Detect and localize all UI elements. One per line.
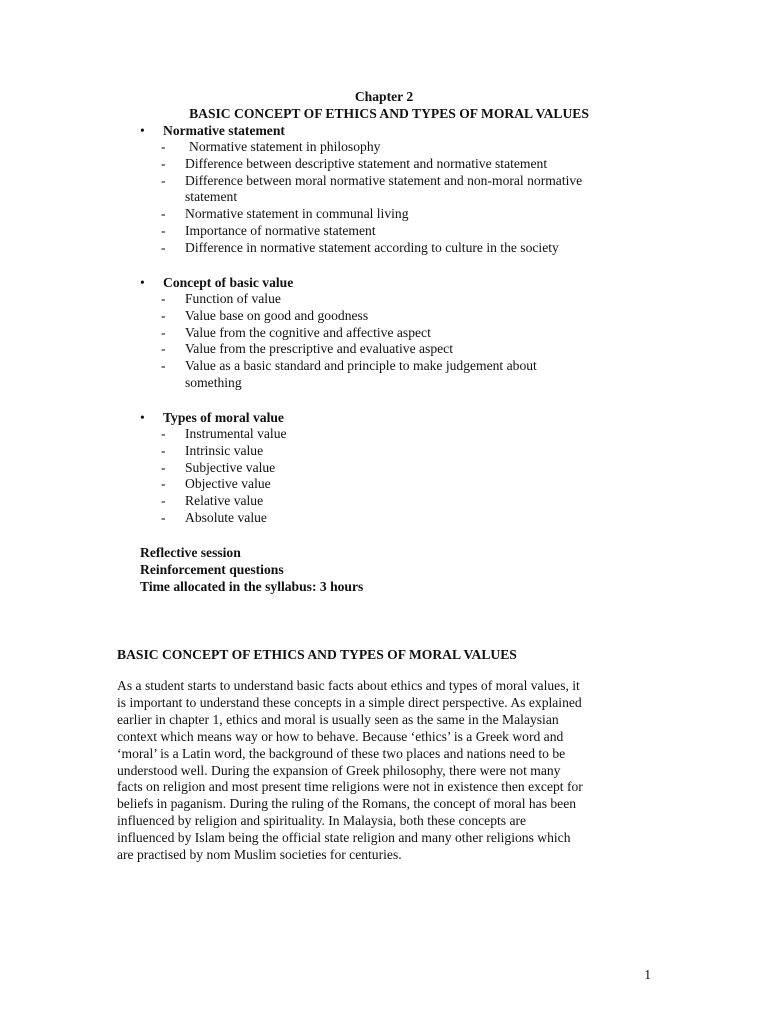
list-item: - Difference between descriptive statement and normative statement — [161, 155, 548, 171]
paragraph-line: As a student starts to understand basic facts about ethics and types of moral values, it — [117, 678, 580, 693]
section-heading: • Concept of basic value — [140, 275, 294, 290]
section-heading: • Types of moral value — [140, 410, 284, 425]
paragraph-line: is important to understand these concepts in a simple direct perspective. As explained — [117, 694, 582, 710]
list-item: - Value as a basic standard and principle to make judgement about — [161, 358, 537, 374]
list-item: - Relative value — [161, 493, 264, 509]
list-item: - Normative statement in communal living — [161, 206, 409, 222]
paragraph-line: understood well. During the expansion of Greek philosophy, there were not many — [117, 762, 561, 778]
page-number: 1 — [644, 967, 651, 982]
list-item-continuation: something — [185, 374, 242, 390]
reflective-session-label: Reflective session — [140, 545, 241, 560]
list-item: - Value base on good and goodness — [161, 307, 369, 323]
paragraph-line: are practised by nom Muslim societies for centuries. — [117, 847, 402, 863]
list-item: - Difference in normative statement according to culture in the society — [161, 239, 559, 255]
paragraph-line: context which means way or how to behave. Because ‘ethics’ is a Greek word and — [117, 728, 564, 744]
list-item: - Function of value — [161, 291, 281, 306]
bullet-icon: • — [140, 410, 145, 425]
list-item: - Intrinsic value — [161, 442, 264, 458]
section-concept-of-basic-value — [140, 274, 660, 392]
paragraph-line: earlier in chapter 1, ethics and moral is usually seen as the same in the Malaysian — [117, 711, 559, 727]
time-allocated-label: Time allocated in the syllabus: 3 hours — [140, 579, 364, 594]
list-item: - Value from the prescriptive and evaluative aspect — [161, 341, 453, 357]
bullet-icon: • — [140, 275, 145, 290]
paragraph-line: influenced by religion and spirituality. In Malaysia, both these concepts are — [117, 813, 527, 829]
bullet-icon: • — [140, 123, 145, 138]
paragraph-line: ‘moral’ is a Latin word, the background of these two places and nations need to be — [117, 745, 566, 761]
list-item: - Importance of normative statement — [161, 222, 376, 238]
section-heading: • Normative statement — [140, 123, 285, 138]
body-paragraph — [117, 678, 657, 864]
paragraph-line: influenced by Islam being the official state religion and many other religions which — [117, 830, 571, 846]
main-title: BASIC CONCEPT OF ETHICS AND TYPES OF MORAL VALUES — [189, 106, 589, 121]
list-item: - Objective value — [161, 476, 271, 492]
list-item: - Normative statement in philosophy — [161, 139, 381, 154]
paragraph-line: facts on religion and most present time religions were not in existence then except for — [117, 779, 583, 795]
section-normative-statement — [140, 122, 660, 257]
list-item: - Subjective value — [161, 459, 276, 475]
reinforcement-questions-label: Reinforcement questions — [140, 562, 284, 577]
list-item: - Absolute value — [161, 509, 267, 525]
chapter-label: Chapter 2 — [354, 89, 414, 104]
session-info — [140, 544, 363, 595]
section-types-of-moral-value — [140, 409, 660, 527]
list-item: - Difference between moral normative statement and non-moral normative — [161, 172, 583, 188]
list-item: - Instrumental value — [161, 426, 287, 441]
paragraph-line: beliefs in paganism. During the ruling of the Romans, the concept of moral has been — [117, 796, 577, 812]
list-item-continuation: statement — [185, 189, 238, 205]
list-item: - Value from the cognitive and affective aspect — [161, 324, 431, 340]
section-title: BASIC CONCEPT OF ETHICS AND TYPES OF MORAL VALUES — [117, 647, 517, 662]
